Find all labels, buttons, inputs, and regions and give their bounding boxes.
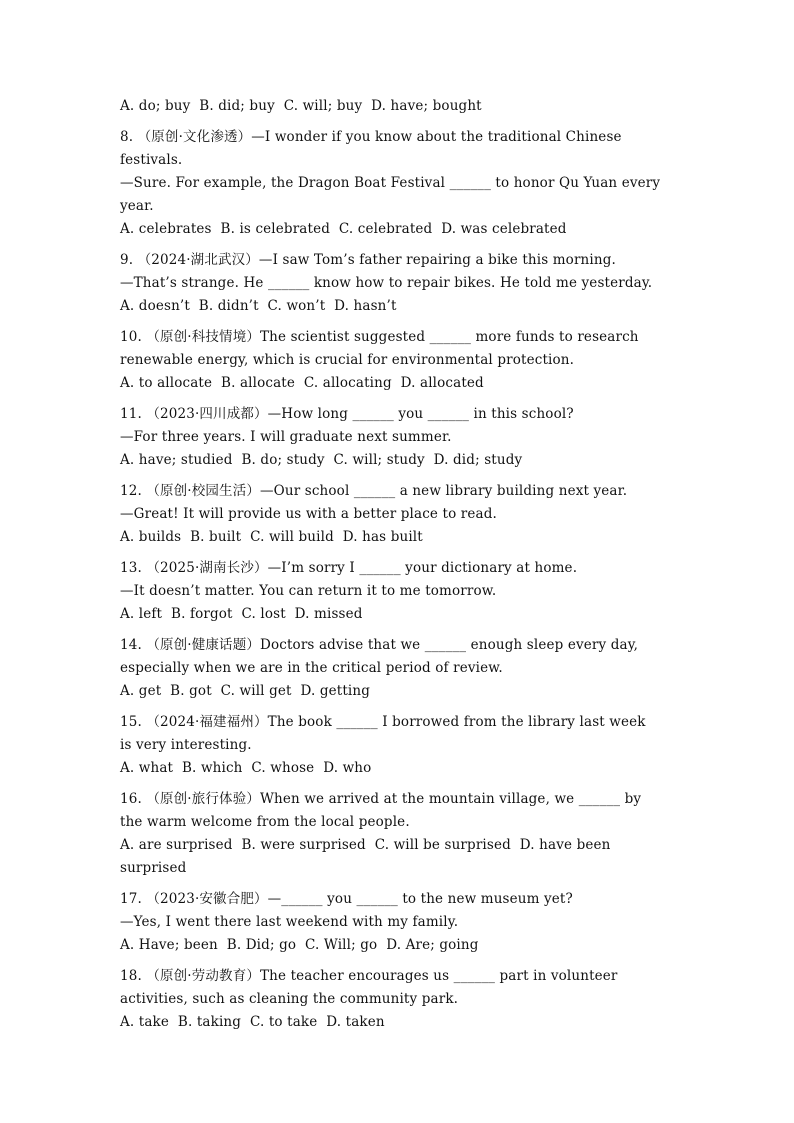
question-11 xyxy=(120,403,690,472)
question-line: 12. （原创·校园生活）—Our school ______ a new library building next year. xyxy=(120,483,628,499)
question-line: especially when we are in the critical period of review. xyxy=(120,660,503,676)
question-line: 17. （2023·安徽合肥）—______ you ______ to the new museum yet? xyxy=(120,891,573,907)
question-line: year. xyxy=(120,198,154,214)
question-line: 9. （2024·湖北武汉）—I saw Tom’s father repairing a bike this morning. xyxy=(120,252,616,268)
question-13 xyxy=(120,557,690,626)
question-18 xyxy=(120,965,690,1034)
options-line: A. have; studied B. do; study C. will; study D. did; study xyxy=(120,452,523,468)
question-line: —For three years. I will graduate next summer. xyxy=(120,429,452,445)
question-14 xyxy=(120,634,690,703)
question-line: 16. （原创·旅行体验）When we arrived at the mountain village, we ______ by xyxy=(120,791,642,807)
question-9 xyxy=(120,249,690,318)
options-line: A. do; buy B. did; buy C. will; buy D. have; bought xyxy=(120,98,482,114)
options-line: A. take B. taking C. to take D. taken xyxy=(120,1014,385,1030)
question-16 xyxy=(120,788,690,880)
question-15 xyxy=(120,711,690,780)
question-line: 13. （2025·湖南长沙）—I’m sorry I ______ your dictionary at home. xyxy=(120,560,578,576)
options-line: surprised xyxy=(120,860,187,876)
question-line: 10. （原创·科技情境）The scientist suggested ______ more funds to research xyxy=(120,329,639,345)
question-line: activities, such as cleaning the community park. xyxy=(120,991,459,1007)
question-line: 18. （原创·劳动教育）The teacher encourages us ______ part in volunteer xyxy=(120,968,618,984)
question-7-options xyxy=(120,95,690,118)
question-line: 15. （2024·福建福州）The book ______ I borrowed from the library last week xyxy=(120,714,646,730)
question-10 xyxy=(120,326,690,395)
question-line: —That’s strange. He ______ know how to repair bikes. He told me yesterday. xyxy=(120,275,653,291)
question-line: —Yes, I went there last weekend with my family. xyxy=(120,914,459,930)
options-line: A. builds B. built C. will build D. has built xyxy=(120,529,423,545)
question-line: —It doesn’t matter. You can return it to me tomorrow. xyxy=(120,583,497,599)
question-line: 14. （原创·健康话题）Doctors advise that we ______ enough sleep every day, xyxy=(120,637,639,653)
options-line: A. left B. forgot C. lost D. missed xyxy=(120,606,363,622)
question-line: festivals. xyxy=(120,152,183,168)
question-8 xyxy=(120,126,690,241)
options-line: A. to allocate B. allocate C. allocating D. allocated xyxy=(120,375,484,391)
question-17 xyxy=(120,888,690,957)
question-line: 8. （原创·文化渗透）—I wonder if you know about the traditional Chinese xyxy=(120,129,622,145)
options-line: A. doesn’t B. didn’t C. won’t D. hasn’t xyxy=(120,298,397,314)
options-line: A. get B. got C. will get D. getting xyxy=(120,683,371,699)
question-line: —Sure. For example, the Dragon Boat Festival ______ to honor Qu Yuan every xyxy=(120,175,661,191)
question-12 xyxy=(120,480,690,549)
question-list xyxy=(120,95,690,1042)
question-line: renewable energy, which is crucial for environmental protection. xyxy=(120,352,575,368)
question-line: 11. （2023·四川成都）—How long ______ you ______ in this school? xyxy=(120,406,574,422)
question-line: —Great! It will provide us with a better place to read. xyxy=(120,506,497,522)
question-line: is very interesting. xyxy=(120,737,252,753)
options-line: A. what B. which C. whose D. who xyxy=(120,760,372,776)
question-line: the warm welcome from the local people. xyxy=(120,814,410,830)
options-line: A. celebrates B. is celebrated C. celebrated D. was celebrated xyxy=(120,221,567,237)
options-line: A. are surprised B. were surprised C. will be surprised D. have been xyxy=(120,837,611,853)
options-line: A. Have; been B. Did; go C. Will; go D. Are; going xyxy=(120,937,479,953)
